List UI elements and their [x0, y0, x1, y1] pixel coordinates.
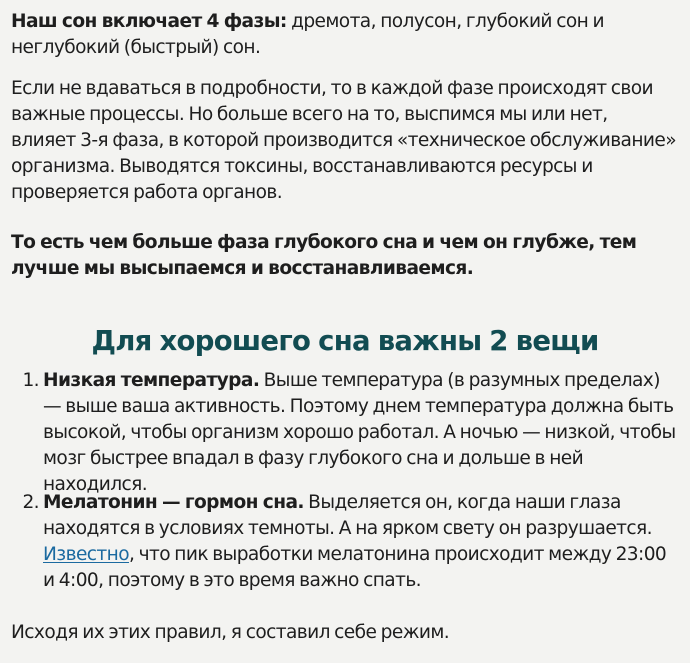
list-item-text: Выше температура (в разумных пределах) — выше ваша активность. Поэтому днем температура должна быть высокой, чтобы организм хорошо работал. А ночью — низкой, чтобы мозг быстрее впадал в фазу глубокого сна и дольше в ней находился. — [43, 370, 676, 495]
source-link[interactable]: Известно — [43, 544, 129, 565]
paragraph-phase-processes — [11, 76, 676, 206]
section-heading: Для хорошего сна важны 2 вещи — [91, 325, 599, 357]
list-item-body — [43, 368, 676, 498]
deep-sleep-conclusion-text: То есть чем больше фаза глубокого сна и чем он глубже, тем лучше мы высыпаемся и восстанавливаемся. — [11, 232, 637, 279]
phase-processes-text: Если не вдаваться в подробности, то в каждой фазе происходят свои важные процессы. Но больше всего на то, выспимся мы или нет, влияет 3-я фаза, в которой производится «техническое обслуживание» организма. Выводятся токсины, восстанавливаются ресурсы и проверяется работа органов. — [11, 78, 677, 203]
list-item-text: Выделяется он, когда наши глаза находятся в условиях темноты. А на ярком свету он разрушается. — [43, 492, 652, 539]
sleep-phases-text: дремота, полусон, глубокий сон и неглубокий (быстрый) сон. — [11, 11, 604, 58]
list-item-melatonin — [11, 490, 676, 594]
list-number: 1. — [22, 370, 39, 391]
paragraph-sleep-phases — [11, 9, 676, 61]
list-item-title: Мелатонин — гормон сна. — [43, 492, 304, 513]
paragraph-deep-sleep-conclusion — [11, 230, 676, 282]
list-number: 2. — [22, 492, 39, 513]
regime-text: Исходя их этих правил, я составил себе режим. — [11, 622, 450, 643]
list-item-text-continued: , что пик выработки мелатонина происходит между 23:00 и 4:00, поэтому в это время важно спать. — [43, 544, 667, 591]
list-item-title: Низкая температура. — [43, 370, 260, 391]
paragraph-regime — [11, 620, 676, 646]
list-item-temperature — [11, 368, 676, 498]
list-item-body — [43, 490, 676, 594]
sleep-phases-lead: Наш сон включает 4 фазы: — [11, 11, 287, 32]
